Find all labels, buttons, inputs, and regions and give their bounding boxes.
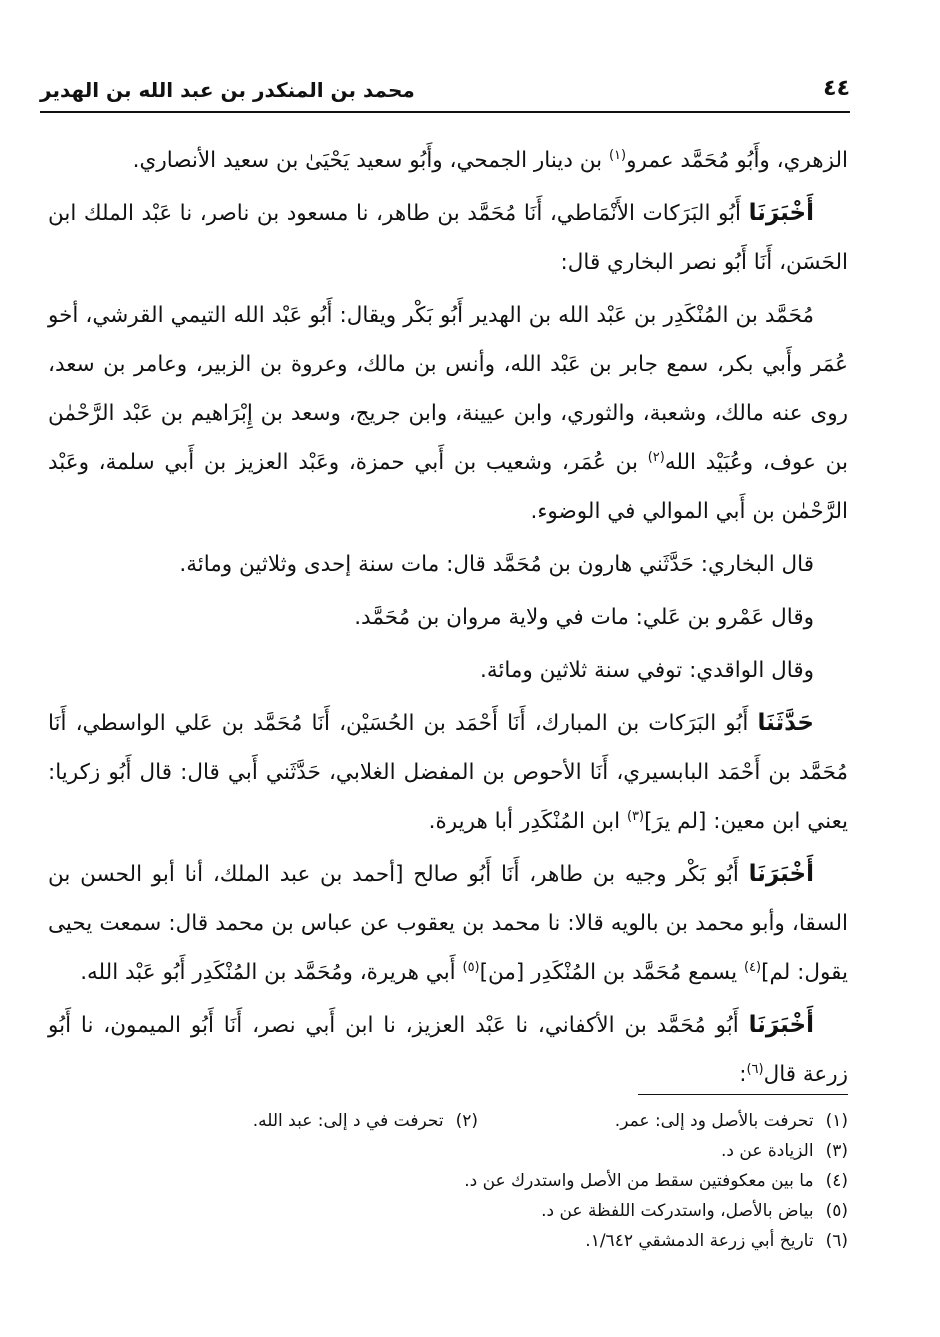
footnote-number: (٥) <box>825 1201 848 1221</box>
paragraph-1-rest: بن دينار الجمحي، وأَبُو سعيد يَحْيَىٰ بن سعيد الأنصاري. <box>132 148 609 173</box>
paragraph-3 <box>48 291 848 536</box>
footnote-text: الزيادة عن د. <box>721 1141 814 1161</box>
footnote-6 <box>60 1226 848 1256</box>
footnote-number: (١) <box>825 1111 848 1131</box>
header-rule <box>40 111 850 113</box>
paragraph-7 <box>48 699 848 846</box>
footnote-number: (٢) <box>455 1111 478 1131</box>
paragraph-8-rest: أَبي هريرة، ومُحَمَّد بن المُنْكَدِر أَبُو عَبْد الله. <box>80 960 463 985</box>
paragraph-5: وقال عَمْرو بن عَلي: مات في ولاية مروان بن مُحَمَّد. <box>354 605 814 630</box>
footnote-row <box>60 1106 848 1136</box>
paragraph-7-rest: ابن المُنْكَدِر أبا هريرة. <box>428 809 627 834</box>
footnote-text: تحرفت بالأصل ود إلى: عمر. <box>614 1111 814 1131</box>
paragraph-2-lead: أَخْبَرَنَا <box>748 200 814 226</box>
main-text <box>48 136 848 1099</box>
paragraph-8-lead: أَخْبَرَنَا <box>748 861 814 887</box>
paragraph-9 <box>48 1001 848 1099</box>
paragraph-7-lead: حَدَّثَنَا <box>757 710 814 736</box>
paragraph-1 <box>48 136 848 185</box>
footnote-ref-5: (٥) <box>462 959 480 975</box>
footnote-ref-1: (١) <box>608 147 627 163</box>
footnote-number: (٣) <box>825 1141 848 1161</box>
paragraph-1-text: الزهري، وأَبُو مُحَمَّد عمرو <box>626 148 848 173</box>
footnote-ref-3: (٣) <box>626 808 645 824</box>
paragraph-8-mid: يسمع مُحَمَّد بن المُنْكَدِر [من] <box>479 960 744 985</box>
paragraph-4: قال البخاري: حَدَّثَني هارون بن مُحَمَّد قال: مات سنة إحدى وثلاثين ومائة. <box>179 552 814 577</box>
footnote-4 <box>60 1166 848 1196</box>
footnotes <box>60 1106 848 1256</box>
footnote-5 <box>60 1196 848 1226</box>
running-title: محمد بن المنكدر بن عبد الله بن الهدير <box>40 78 415 102</box>
footnote-rule <box>638 1094 848 1095</box>
footnote-text: تاريخ أبي زرعة الدمشقي ١/٦٤٢. <box>585 1231 814 1251</box>
paragraph-9-lead: أَخْبَرَنَا <box>748 1012 814 1038</box>
page-header <box>40 72 850 108</box>
footnote-ref-2: (٢) <box>647 449 665 465</box>
footnote-text: تحرفت في د إلى: عبد الله. <box>252 1111 444 1131</box>
paragraph-8-text: أَبُو بَكْر وجيه بن طاهر، أَنَا أَبُو صالح [أحمد بن عبد الملك، أنا أبو الحسن بن السقا، وأبو محمد بن بالويه قالا: نا محمد بن يعقوب عن عباس بن محمد قال: سمعت يحيى يقول: لم] <box>48 862 848 985</box>
footnote-2 <box>253 1106 478 1136</box>
paragraph-2-text: أَبُو البَرَكات الأَنْمَاطي، أَنَا مُحَمَّد بن طاهر، نا مسعود بن ناصر، نا عَبْد الملك ابن الحَسَن، أَنَا أَبُو نصر البخاري قال: <box>48 201 848 275</box>
paragraph-9-rest: : <box>739 1062 747 1087</box>
footnote-number: (٦) <box>825 1231 848 1251</box>
paragraph-6: وقال الواقدي: توفي سنة ثلاثين ومائة. <box>479 658 814 683</box>
paragraph-3-rest: بن عُمَر، وشعيب بن أَبي حمزة، وعَبْد العزيز بن أَبي سلمة، وعَبْد الرَّحْمٰن بن أَبي الموالي في الوضوء. <box>48 450 848 524</box>
footnote-ref-6: (٦) <box>746 1061 764 1077</box>
page-number: ٤٤ <box>823 76 850 101</box>
footnote-3 <box>60 1136 848 1166</box>
paragraph-8 <box>48 850 848 997</box>
footnote-number: (٤) <box>825 1171 848 1191</box>
footnote-text: بياض بالأصل، واستدركت اللفظة عن د. <box>541 1201 814 1221</box>
footnote-1 <box>478 1106 848 1136</box>
paragraph-9-text: أَبُو مُحَمَّد بن الأكفاني، نا عَبْد العزيز، نا ابن أَبي نصر، أَنَا أَبُو الميمون، نا أَبُو زرعة قال <box>48 1013 848 1087</box>
paragraph-7-text: أَبُو البَرَكات بن المبارك، أَنَا أَحْمَد بن الحُسَيْن، أَنَا مُحَمَّد بن عَلي الواسطي، أَنَا مُحَمَّد بن أَحْمَد البابسيري، أَنَا الأحوص بن المفضل الغلابي، حَدَّثَني أَبي قال: قال أَبُو زكريا: يعني ابن معين: [لم يرَ] <box>48 711 848 834</box>
footnote-text: ما بين معكوفتين سقط من الأصل واستدرك عن د. <box>464 1171 814 1191</box>
paragraph-2 <box>48 189 848 287</box>
paragraph-3-text: مُحَمَّد بن المُنْكَدِر بن عَبْد الله بن الهدير أَبُو بَكْر ويقال: أَبُو عَبْد الله التيمي القرشي، أخو عُمَر وأَبي بكر، سمع جابر بن عَبْد الله، وأنس بن مالك، وعروة بن الزبير، وعامر بن سعد، روى عنه مالك، وشعبة، والثوري، وابن عيينة، وابن جريج، وسعد بن إِبْرَاهيم بن عَبْد الرَّحْمٰن بن عوف، وعُبَيْد الله <box>48 303 848 475</box>
footnote-ref-4: (٤) <box>743 959 762 975</box>
